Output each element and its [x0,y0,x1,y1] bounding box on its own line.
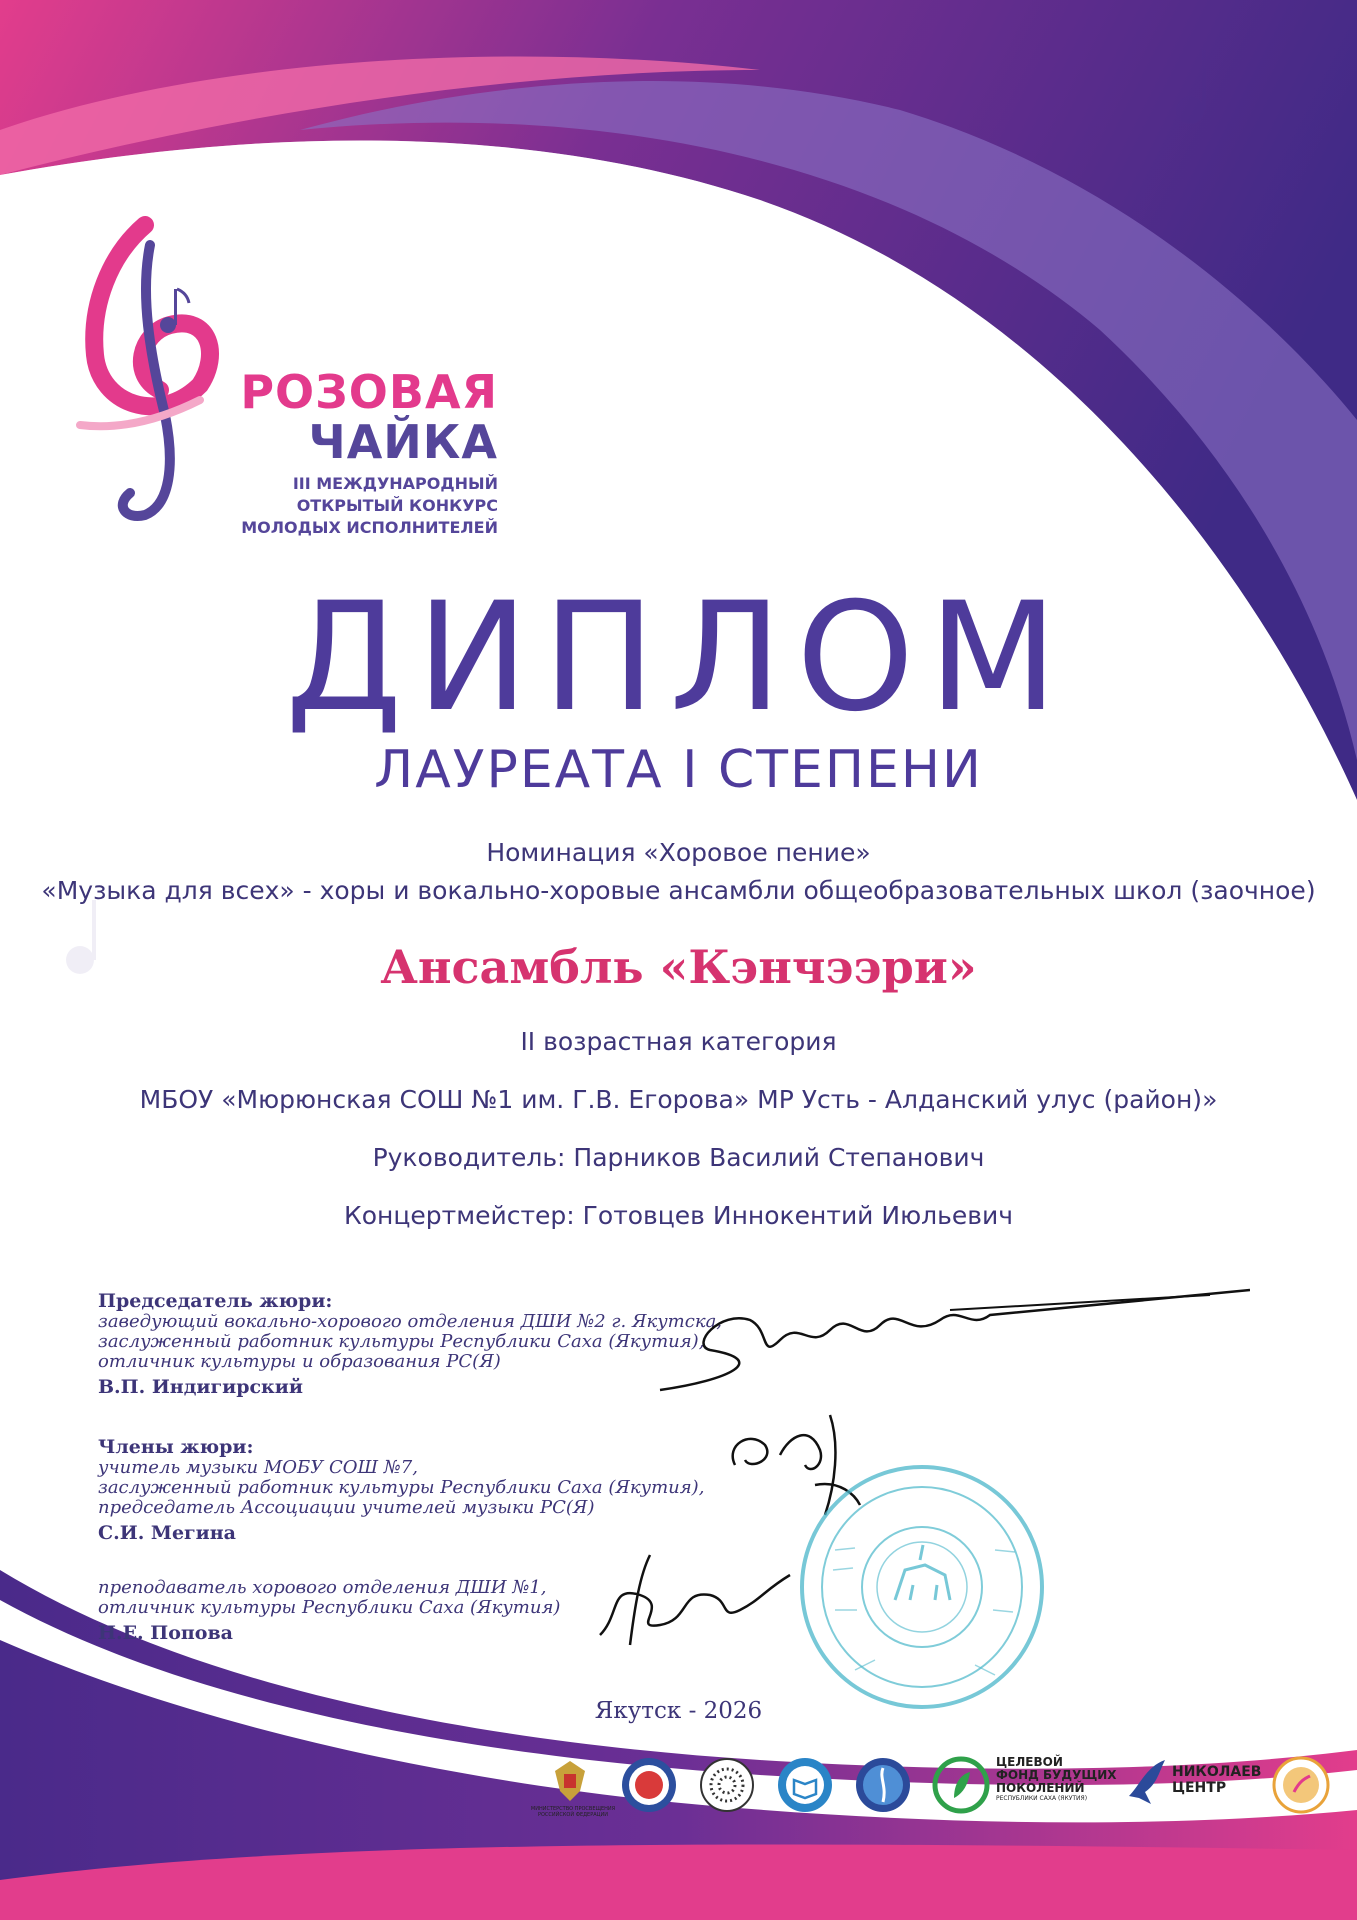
logo-subtitle-line: МОЛОДЫХ ИСПОЛНИТЕЛЕЙ [241,518,498,537]
logo-title-purple: ЧАЙКА [308,415,498,469]
jury-chair-block [98,1290,722,1398]
dots-circle-logo-icon [698,1756,756,1814]
fund-label [996,1756,1117,1803]
jury-chair-title: отличник культуры и образования РС(Я) [98,1351,501,1372]
jury-member-title: преподаватель хорового отделения ДШИ №1, [98,1577,547,1598]
partner-logos [530,1750,1340,1830]
nomination-line: Номинация «Хоровое пение» [486,838,871,867]
jury-chair-title: заслуженный работник культуры Республики Саха (Якутия), [98,1331,705,1352]
leader-name: Руководитель: Парников Василий Степанович [372,1143,985,1172]
jury-member-name: Н.Е. Попова [98,1622,233,1644]
jury-members-heading: Члены жюри: [98,1436,254,1458]
school-name: МБОУ «Мюрюнская СОШ №1 им. Г.В. Егорова» МР Усть - Алданский улус (район)» [139,1085,1218,1114]
jury-chair-heading: Председатель жюри: [98,1290,333,1312]
gold-circle-logo-icon [1272,1756,1330,1814]
diploma-subtitle: ЛАУРЕАТА I СТЕПЕНИ [374,740,983,800]
fund-label-line: ФОНД БУДУЩИХ [996,1768,1117,1782]
center-label-line: ЦЕНТР [1172,1780,1227,1796]
logo-subtitle [241,473,498,539]
music-school-logo-icon [854,1756,912,1814]
book-circle-logo-icon [776,1756,834,1814]
logo-subtitle-line: ОТКРЫТЫЙ КОНКУРС [296,496,498,515]
accompanist-name: Концертмейстер: Готовцев Иннокентий Июльевич [344,1201,1013,1230]
jury-member1-block [98,1436,704,1544]
signature-chair [650,1270,1250,1410]
contest-logo [50,215,510,545]
jury-member-title: учитель музыки МОБУ СОШ №7, [98,1457,418,1478]
jury-chair-name: В.П. Индигирский [98,1376,303,1398]
jury-member-title: председатель Ассоциации учителей музыки РС(Я) [98,1497,595,1518]
ministry-label: МИНИСТЕРСТВО ПРОСВЕЩЕНИЯ РОССИЙСКОЙ ФЕДЕРАЦИИ [530,1806,616,1818]
treble-clef-logo-icon [50,215,250,535]
fund-label-line: РЕСПУБЛИКИ САХА (ЯКУТИЯ) [996,1795,1088,1802]
jury-member-name: С.И. Мегина [98,1522,236,1544]
center-label-line: НИКОЛАЕВ [1172,1764,1262,1780]
awardee-name: Ансамбль «Кэнчээри» [380,940,977,994]
jury-member2-block [98,1578,560,1644]
fund-leaf-icon [932,1756,990,1814]
fund-label-line: ЦЕЛЕВОЙ [996,1755,1063,1769]
sakha-emblem-icon [620,1756,678,1814]
signature-member2 [590,1535,820,1650]
city-year: Якутск - 2026 [594,1698,763,1724]
russian-emblem-icon [540,1756,600,1806]
jury-member-title: заслуженный работник культуры Республики Саха (Якутия), [98,1477,705,1498]
jury-member-title: отличник культуры Республики Саха (Якутия) [98,1597,561,1618]
nikolaev-center-label [1172,1764,1261,1796]
jury-chair-title: заведующий вокально-хорового отделения ДШИ №2 г. Якутска, [98,1311,723,1332]
diploma-title: ДИПЛОМ [285,571,1072,745]
logo-subtitle-line: III МЕЖДУНАРОДНЫЙ [292,474,498,493]
age-category: II возрастная категория [520,1027,837,1056]
eagle-logo-icon [1125,1756,1171,1808]
nomination-category: «Музыка для всех» - хоры и вокально-хоровые ансамбли общеобразовательных школ (заочное) [41,876,1316,905]
official-stamp-icon [795,1460,1050,1715]
fund-label-line: ПОКОЛЕНИЙ [996,1781,1085,1795]
logo-title-pink: РОЗОВАЯ [240,365,498,419]
